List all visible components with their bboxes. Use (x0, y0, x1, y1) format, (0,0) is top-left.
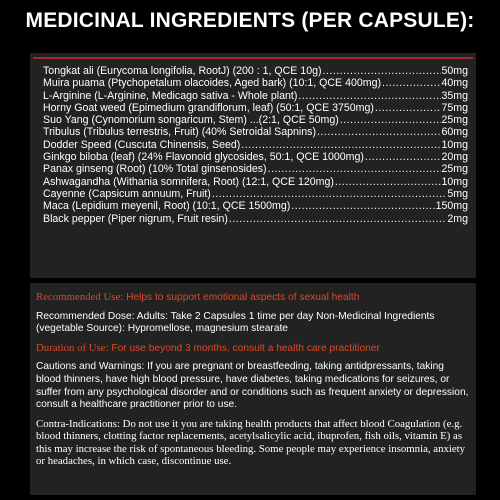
ingredient-name: Horny Goat weed (Epimedium grandiflorum, leaf) (50:1, QCE 3750mg) (43, 101, 374, 114)
recommended-use (36, 291, 470, 305)
dot-leader (212, 188, 447, 200)
accent-divider (33, 57, 473, 59)
ingredient-name: Suo Yang (Cynomorium songaricum, Stem) ...(2:1, QCE 50mg) (43, 114, 339, 127)
dot-leader (241, 139, 440, 151)
ingredient-amount: 10mg (441, 175, 468, 188)
ingredient-amount: 35mg (441, 89, 468, 102)
dot-leader (382, 77, 441, 89)
ingredient-amount: 40mg (441, 77, 468, 90)
ingredient-row (43, 139, 468, 151)
ingredient-row (43, 126, 468, 138)
dot-leader (335, 176, 441, 188)
contra-indications: Contra-Indications: Do not use it you are taking health products that affect blood Coagulation (e.g. blood thinners, clotting factor replacements, acetylsalicylic acid, ibuprofen, fish oils, vitamin E) as this may increase the risk of spontaneous bleeding. Some people may experience insomnia, anxiety or headaches, in which case, discontinue use. (36, 417, 466, 467)
info-panel (30, 283, 476, 495)
ingredient-row (43, 200, 468, 212)
ingredient-name: Ashwagandha (Withania somnifera, Root) (12:1, QCE 120mg) (43, 175, 334, 188)
ingredient-amount: 75mg (441, 101, 468, 114)
duration-of-use (36, 342, 470, 356)
dot-leader (323, 65, 441, 77)
page-title: MEDICINAL INGREDIENTS (PER CAPSULE): (25, 9, 475, 32)
ingredient-row (43, 65, 468, 77)
ingredient-amount: 20mg (441, 151, 468, 164)
duration-text: For use beyond 3 months, consult a health care practitioner (108, 342, 380, 354)
ingredient-row (43, 163, 468, 175)
recommended-use-label: Recommended Use: (36, 291, 124, 303)
ingredient-amount: 150mg (435, 200, 468, 213)
dot-leader (375, 102, 441, 114)
ingredient-name: Panax ginseng (Root) (10% Total ginsenosides) (43, 163, 267, 176)
ingredient-name: Tongkat ali (Eurycoma longifolia, RootJ) (200 : 1, QCE 10g) (43, 65, 322, 77)
dot-leader (268, 163, 441, 175)
ingredient-name: Muira puama (Ptychopetalum olacoides, Aged bark) (10:1, QCE 400mg) (43, 77, 381, 90)
ingredient-amount: 25mg (441, 163, 468, 176)
ingredient-row (43, 90, 468, 102)
ingredients-panel (30, 53, 476, 278)
ingredient-row (43, 114, 468, 126)
dot-leader (317, 126, 441, 138)
ingredient-row (43, 213, 468, 225)
dot-leader (298, 90, 440, 102)
ingredient-list (43, 65, 468, 225)
recommended-dose: Recommended Dose: Adults: Take 2 Capsules 1 time per day Non-Medicinal Ingredients (vegetable Source): Hypromellose, magnesium stearate (36, 310, 435, 335)
ingredient-row (43, 188, 468, 200)
dot-leader (340, 114, 441, 126)
recommended-use-text: Helps to support emotional aspects of sexual health (123, 292, 360, 303)
duration-label: Duration of Use: (36, 341, 109, 354)
ingredient-amount: 60mg (441, 126, 468, 139)
dot-leader (291, 200, 434, 212)
ingredient-name: L-Arginine (L-Arginine, Medicago sativa - Whole plant) (43, 89, 298, 102)
ingredient-amount: 50mg (441, 65, 468, 77)
ingredient-name: Dodder Speed (Cuscuta Chinensis, Seed) (43, 138, 241, 151)
ingredient-amount: 25mg (441, 114, 468, 127)
cautions-warnings: Cautions and Warnings: If you are pregnant or breastfeeding, taking antidpressants, taking blood thinners, have high blood pressure, have diabetes, taking medications for seizures, or suffer from any psychological disorder and or conditions such as frequent anxiety or depression, consult a healthcare practitioner prior to use. (36, 361, 469, 411)
ingredient-name: Tribulus (Tribulus terrestris, Fruit) (40% Setroidal Sapnins) (43, 126, 316, 139)
ingredient-amount: 5mg (447, 187, 468, 200)
ingredient-name: Cayenne (Capsicum annuum, Fruit) (43, 187, 211, 200)
ingredient-name: Ginkgo biloba (leaf) (24% Flavonoid glycosides, 50:1, QCE 1000mg) (43, 151, 364, 164)
ingredient-amount: 10mg (441, 138, 468, 151)
ingredient-amount: 2mg (447, 212, 468, 225)
dot-leader (229, 213, 447, 225)
ingredient-row (43, 77, 468, 89)
dot-leader (365, 151, 441, 163)
ingredient-row (43, 151, 468, 163)
ingredient-name: Maca (Lepidium meyenil, Root) (10:1, QCE 1500mg) (43, 200, 291, 213)
ingredient-row (43, 176, 468, 188)
ingredient-row (43, 102, 468, 114)
ingredient-name: Black pepper (Piper nigrum, Fruit resin) (43, 212, 228, 225)
